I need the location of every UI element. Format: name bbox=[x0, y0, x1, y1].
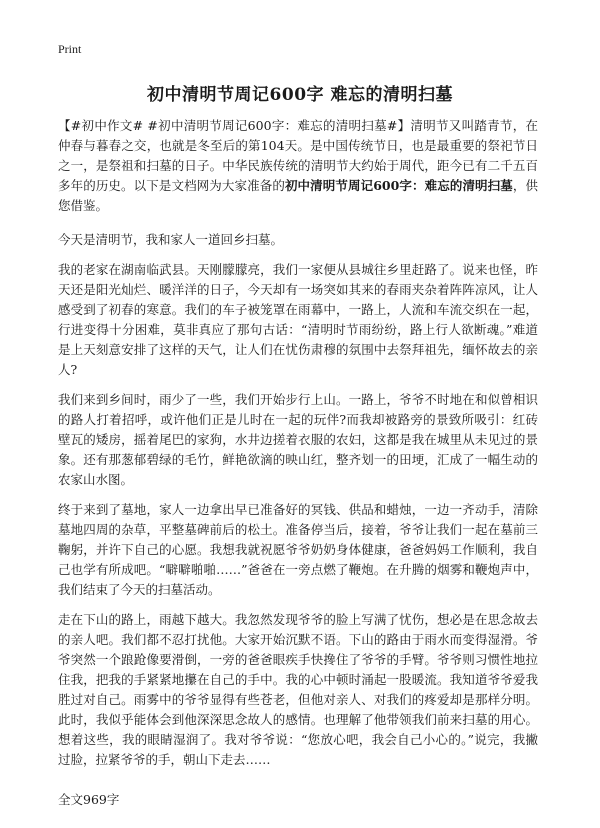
article-body bbox=[58, 116, 538, 780]
word-count: 全文969字 bbox=[58, 792, 120, 807]
paragraph-3: 我们来到乡间时，雨少了一些，我们开始步行上山。一路上，爷爷不时地在和似曾相识的路人打着招呼，或许他们正是儿时在一起的玩伴?而我却被路旁的景致所吸引：红砖壁瓦的矮房，摇着尾巴的家狗，水井边搓着衣服的农妇，这都是我在城里从未见过的景象。还有那葱郁碧绿的毛竹，鲜艳欲滴的映山红，整齐划一的田埂，汇成了一幅生动的农家山水图。 bbox=[58, 392, 538, 487]
paragraph-2: 我的老家在湖南临武县。天刚朦朦亮，我们一家便从县城往乡里赶路了。说来也怪，昨天还是阳光灿烂、暖洋洋的日子，今天却有一场突如其来的春雨夹杂着阵阵凉风，让人感受到了初春的寒意。我们的车子被笼罩在雨幕中，一路上，人流和车流交织在一起，行进变得十分困难，莫非真应了那句古话：“清明时节雨纷纷，路上行人欲断魂。”难道是上天刻意安排了这样的天气，让人们在忧伤肃穆的氛围中去祭拜祖先，缅怀故去的亲人? bbox=[58, 262, 538, 377]
paragraph-5: 走在下山的路上，雨越下越大。我忽然发现爷爷的脸上写满了忧伤，想必是在思念故去的亲人吧。我们都不忍打扰他。大家开始沉默不语。下山的路由于雨水而变得湿滑。爷爷突然一个踉跄像要滑倒，一旁的爸爸眼疾手快搀住了爷爷的手臂。爷爷则习惯性地拉住我，把我的手紧紧地攥在自己的手中。我的心中顿时涌起一股暖流。我知道爷爷爱我胜过对自己。雨雾中的爷爷显得有些苍老，但他对亲人、对我们的疼爱却是那样分明。此时，我似乎能体会到他深深思念故人的感情。也理解了他带领我们前来扫墓的用心。想着这些，我的眼睛湿润了。我对爷爷说：“您放心吧，我会自己小心的。”说完，我撇过脸，拉紧爷爷的手，朝山下走去…… bbox=[58, 612, 538, 767]
paragraph-1: 今天是清明节，我和家人一道回乡扫墓。 bbox=[58, 232, 284, 247]
intro-bold-title: 初中清明节周记600字：难忘的清明扫墓 bbox=[284, 178, 513, 193]
intro-paragraph bbox=[58, 116, 538, 216]
intro-text-part2: ，供您借鉴。 bbox=[58, 178, 538, 213]
paragraph-4: 终于来到了墓地，家人一边拿出早已准备好的冥钱、供品和蜡烛，一边一齐动手，清除墓地四周的杂草，平整墓碑前后的松土。准备停当后，接着，爷爷让我们一起在墓前三鞠躬，并许下自己的心愿。我想我就祝愿爷爷奶奶身体健康，爸爸妈妈工作顺利，我自己也学有所成吧。“噼噼啪啪……”爸爸在一旁点燃了鞭炮。在升腾的烟雾和鞭炮声中，我们结束了今天的扫墓活动。 bbox=[58, 502, 538, 597]
print-label: Print bbox=[58, 42, 82, 56]
intro-text-part1: 【#初中作文# #初中清明节周记600字：难忘的清明扫墓#】清明节又叫踏青节，在仲春与暮春之交，也就是冬至后的第104天。是中国传统节日，也是最重要的祭祀节日之一，是祭祖和扫墓的日子。中华民族传统的清明节大约始于周代，距今已有二千五百多年的历史。以下是文档网为大家准备的 bbox=[58, 118, 538, 193]
page-title: 初中清明节周记600字 难忘的清明扫墓 bbox=[147, 85, 453, 105]
